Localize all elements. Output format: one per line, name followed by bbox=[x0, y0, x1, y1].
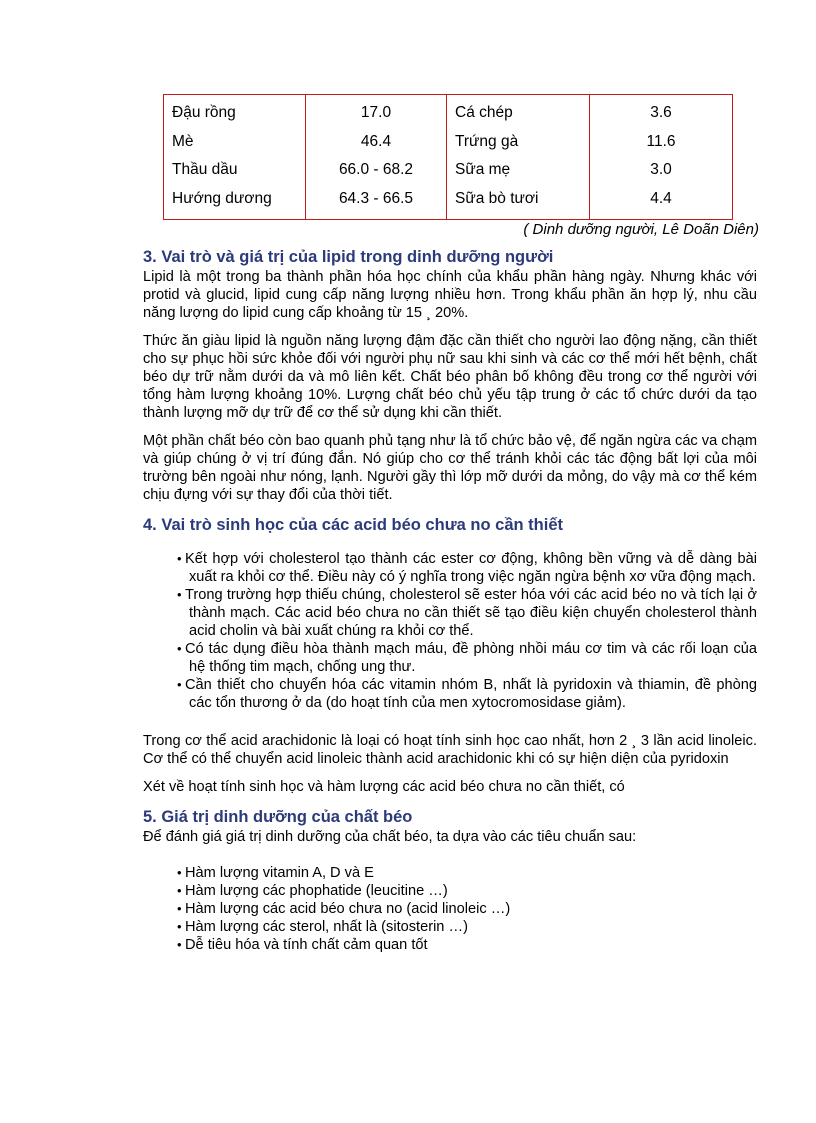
table-cell: Thầu dầu bbox=[172, 161, 238, 178]
table-cell: Trứng gà bbox=[455, 132, 519, 150]
table-cell: 64.3 - 66.5 bbox=[338, 189, 414, 207]
table-cell: Cá chép bbox=[455, 104, 513, 121]
list-item: • Hàm lượng vitamin A, D và E bbox=[177, 865, 374, 881]
table-cell: 3.6 bbox=[650, 104, 672, 121]
list-item: • Kết hợp với cholesterol tạo thành các ester cơ động, không bền vững và dễ dàng bài xuất ra khỏi cơ thể. Điều này có ý nghĩa trong việc ngăn ngừa bệnh xơ vữa động mạch. bbox=[177, 551, 757, 585]
section-5-heading: 5. Giá trị dinh dưỡng của chất béo bbox=[143, 808, 413, 826]
table-col-value-2 bbox=[590, 95, 732, 219]
table-cell: Sữa bò tươi bbox=[455, 189, 539, 207]
list-item: • Trong trường hợp thiếu chúng, cholesterol sẽ ester hóa với các acid béo no và tích lại ở thành mạch. Các acid béo chưa no cần thiết sẽ tạo điều kiện chuyển cholesterol thành acid cholin và bài xuất chúng ra khỏi cơ thể. bbox=[177, 587, 757, 639]
section-3-heading: 3. Vai trò và giá trị của lipid trong dinh dưỡng người bbox=[143, 248, 554, 266]
bullet-icon: • bbox=[177, 641, 182, 656]
table-cell: Sữa mẹ bbox=[455, 161, 511, 178]
table-source-citation: ( Dinh dưỡng người, Lê Doãn Diên) bbox=[523, 221, 759, 238]
nutrition-table bbox=[163, 94, 733, 220]
section-4-heading: 4. Vai trò sinh học của các acid béo chưa no cần thiết bbox=[143, 516, 563, 534]
section-4-paragraph-2: Xét về hoạt tính sinh học và hàm lượng các acid béo chưa no cần thiết, có bbox=[143, 779, 625, 795]
bullet-icon: • bbox=[177, 551, 182, 566]
table-cell: 11.6 bbox=[646, 132, 676, 150]
table-col-food-1 bbox=[164, 95, 306, 219]
table-cell: Đậu rồng bbox=[172, 104, 236, 121]
bullet-icon: • bbox=[177, 677, 182, 692]
list-item: • Cần thiết cho chuyển hóa các vitamin nhóm B, nhất là pyridoxin và thiamin, đề phòng các tổn thương ở da (do hoạt tính của men xytocromosidase giảm). bbox=[177, 677, 757, 711]
table-cell: Mè bbox=[172, 132, 194, 150]
section-5-list bbox=[143, 864, 757, 954]
bullet-icon: • bbox=[177, 901, 182, 916]
table-cell: 3.0 bbox=[650, 161, 672, 178]
section-3-paragraph-2: Thức ăn giàu lipid là nguồn năng lượng đậm đặc cần thiết cho người lao động nặng, cần thiết cho sự phục hồi sức khỏe đối với người phụ nữ sau khi sinh và các cơ thể mới hết bệnh, chất béo dự trữ nằm dưới da và mô liên kết. Chất béo phân bố không đều trong cơ thể người với tổng hàm lượng khoảng 10%. Lượng chất béo chủ yếu tập trung ở các tổ chức dưới da tạo thành lượng mỡ dự trữ để cơ thể sử dụng khi cần thiết. bbox=[143, 333, 757, 421]
table-col-food-2 bbox=[447, 95, 590, 219]
table-cell: 17.0 bbox=[360, 104, 392, 121]
list-item: • Hàm lượng các sterol, nhất là (sitosterin …) bbox=[177, 919, 468, 935]
table-col-value-1 bbox=[306, 95, 447, 219]
bullet-icon: • bbox=[177, 937, 182, 952]
bullet-icon: • bbox=[177, 865, 182, 880]
list-item: • Hàm lượng các phophatide (leucitine …) bbox=[177, 883, 448, 899]
table-cell: 66.0 - 68.2 bbox=[338, 161, 414, 178]
list-item: • Hàm lượng các acid béo chưa no (acid linoleic …) bbox=[177, 901, 511, 917]
section-3-paragraph-1: Lipid là một trong ba thành phần hóa học chính của khẩu phần hàng ngày. Nhưng khác với protid và glucid, lipid cung cấp năng lượng nhiều hơn. Trong khẩu phần ăn hợp lý, nhu cầu năng lượng do lipid cung cấp khoảng từ 15 ¸ 20%. bbox=[143, 269, 757, 321]
table-cell: Hướng dương bbox=[172, 189, 272, 207]
section-3-paragraph-3: Một phần chất béo còn bao quanh phủ tạng như là tổ chức bảo vệ, để ngăn ngừa các va chạm và giúp chúng ở vị trí đúng đắn. Nó giúp cho cơ thể tránh khỏi các tác động bất lợi của môi trường bên ngoài như nóng, lạnh. Người gầy thì lớp mỡ dưới da mỏng, do vậy mà cơ thể kém chịu đựng với sự thay đổi của thời tiết. bbox=[143, 433, 757, 503]
section-4-list bbox=[143, 550, 757, 712]
document-body bbox=[143, 246, 757, 974]
section-5-intro: Để đánh giá giá trị dinh dưỡng của chất béo, ta dựa vào các tiêu chuẩn sau: bbox=[143, 829, 637, 845]
table-cell: 46.4 bbox=[360, 132, 392, 150]
table-cell: 4.4 bbox=[650, 189, 672, 207]
list-item: • Có tác dụng điều hòa thành mạch máu, đề phòng nhồi máu cơ tim và các rối loạn của hệ thống tim mạch, chống ung thư. bbox=[177, 641, 757, 675]
bullet-icon: • bbox=[177, 919, 182, 934]
section-4-paragraph-1: Trong cơ thể acid arachidonic là loại có hoạt tính sinh học cao nhất, hơn 2 ¸ 3 lần acid linoleic. Cơ thể có thể chuyển acid linoleic thành acid arachidonic khi có sự hiện diện của pyridoxin bbox=[143, 733, 757, 767]
bullet-icon: • bbox=[177, 883, 182, 898]
list-item: • Dễ tiêu hóa và tính chất cảm quan tốt bbox=[177, 937, 428, 953]
bullet-icon: • bbox=[177, 587, 182, 602]
